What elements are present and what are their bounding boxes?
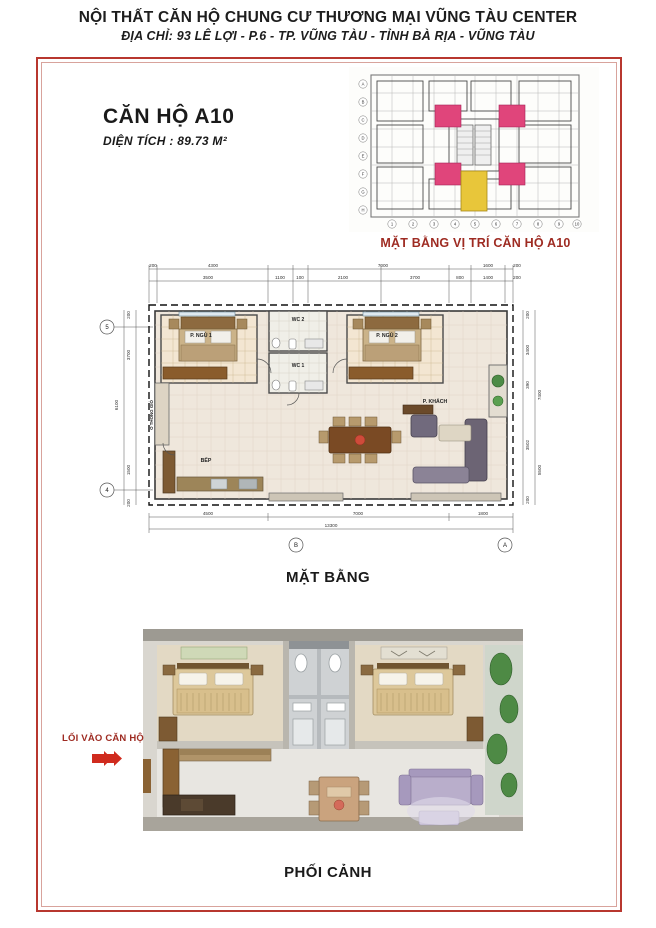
svg-text:2100: 2100 [337,275,349,280]
svg-text:B: B [361,99,365,105]
vent-shaft-label: Ô THÔNG GIÓ [149,400,154,430]
svg-text:5: 5 [473,221,477,227]
svg-text:1800: 1800 [477,511,489,516]
svg-text:A: A [502,543,508,550]
svg-text:C: C [361,117,365,123]
double-arrow-right-icon [92,751,122,771]
svg-text:1400: 1400 [482,275,494,280]
svg-text:6: 6 [494,221,498,227]
svg-text:800: 800 [456,275,464,280]
svg-text:H: H [361,207,365,213]
svg-text:13300: 13300 [324,523,338,528]
svg-text:100: 100 [296,275,304,280]
header-title-line1: NỘI THẤT CĂN HỘ CHUNG CƯ THƯƠNG MẠI VŨNG TÀU CENTER [78,9,578,26]
svg-text:200: 200 [513,263,521,268]
svg-text:9: 9 [557,221,561,227]
svg-text:10: 10 [574,221,580,227]
svg-text:7000: 7000 [352,511,364,516]
svg-text:1600: 1600 [482,263,494,268]
svg-text:1: 1 [390,221,394,227]
svg-text:G: G [361,189,365,195]
perspective-caption: PHỐI CẢNH [284,864,372,881]
svg-text:2: 2 [411,221,415,227]
svg-text:200: 200 [525,311,530,319]
svg-text:3400: 3400 [525,344,530,356]
room-label-wc1: WC 1 [291,363,305,369]
room-label-bedroom1: P. NGỦ 1 [190,333,212,339]
svg-text:5: 5 [105,325,109,332]
svg-text:8: 8 [536,221,540,227]
svg-text:1100: 1100 [275,275,285,280]
svg-text:200: 200 [126,311,131,319]
svg-text:3500: 3500 [202,275,214,280]
svg-text:200: 200 [126,499,131,507]
svg-text:4500: 4500 [202,511,214,516]
room-label-living: P. KHÁCH [422,399,448,405]
svg-text:3: 3 [432,221,436,227]
room-label-wc2: WC 2 [291,317,305,323]
svg-text:5500: 5500 [537,464,542,476]
svg-text:4300: 4300 [207,263,219,268]
svg-text:1500: 1500 [126,464,131,476]
svg-text:3700: 3700 [126,349,131,361]
header-title-line2: ĐỊA CHỈ: 93 LÊ LỢI - P.6 - TP. VŨNG TÀU - TỈNH BÀ RỊA - VŨNG TÀU [121,29,535,44]
svg-text:B: B [293,543,299,550]
svg-text:F: F [361,171,365,177]
svg-text:4: 4 [105,488,109,495]
svg-text:3502: 3502 [525,439,530,451]
floor-plan [93,255,573,555]
sheet-border [36,57,622,912]
room-label-kitchen: BẾP [200,458,212,464]
svg-text:200: 200 [525,496,530,504]
svg-text:6100: 6100 [114,399,119,411]
perspective-view [123,599,543,859]
svg-text:7000: 7000 [377,263,389,268]
room-label-bedroom2: P. NGỦ 2 [376,333,398,339]
apartment-name: CĂN HỘ A10 [103,105,235,128]
svg-text:7: 7 [515,221,519,227]
svg-text:D: D [361,135,365,141]
svg-text:7400: 7400 [537,389,542,401]
key-plan-caption: MẶT BẰNG VỊ TRÍ CĂN HỘ A10 [380,236,571,250]
entry-label: LỐI VÀO CĂN HỘ [62,733,144,744]
svg-text:390: 390 [525,381,530,389]
svg-text:E: E [361,153,365,159]
svg-text:3700: 3700 [409,275,421,280]
floor-plan-caption: MẶT BẰNG [285,569,371,586]
svg-text:200: 200 [149,263,157,268]
document-header [0,8,656,43]
svg-text:A: A [361,81,365,87]
key-plan [349,67,599,232]
svg-text:4: 4 [453,221,457,227]
apartment-area: DIỆN TÍCH : 89.73 M² [103,134,228,148]
svg-text:200: 200 [513,275,521,280]
